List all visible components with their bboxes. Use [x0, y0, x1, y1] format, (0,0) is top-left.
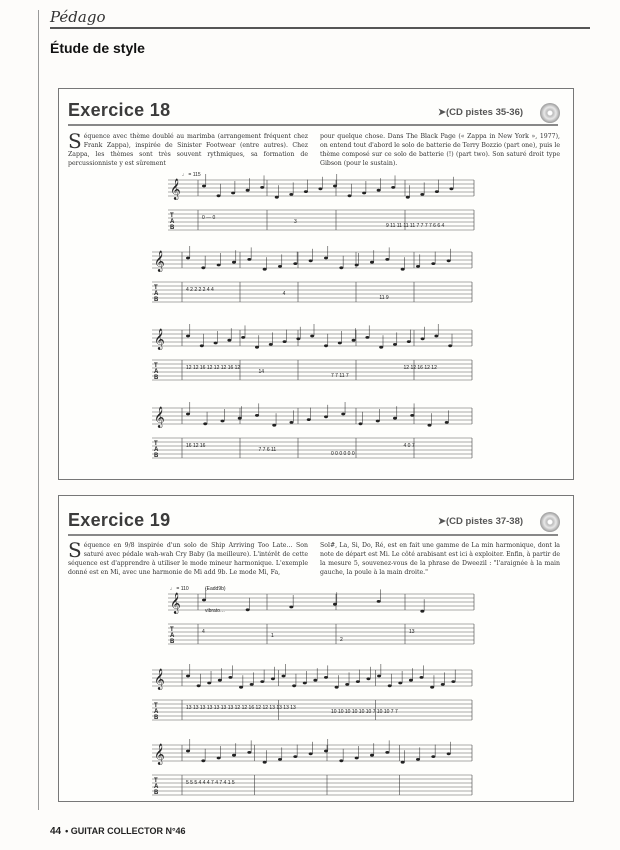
tab-clef-letter: A [170, 219, 175, 225]
note-head [197, 684, 201, 687]
note-head [186, 257, 190, 260]
note-head [217, 194, 221, 197]
note-head [255, 346, 259, 349]
fret-numbers: 4 0 7 [403, 443, 415, 449]
note-head [309, 752, 313, 755]
note-head [202, 599, 206, 602]
note-head [217, 757, 221, 760]
tab-clef-letter: B [154, 453, 159, 459]
note-head [203, 422, 207, 425]
tab-clef-letter: T [154, 441, 158, 447]
note-head [398, 682, 402, 685]
note-head [406, 196, 410, 199]
tab-clef-letter: B [154, 375, 159, 381]
tab-clef-letter: T [170, 213, 174, 219]
tab-clef-letter: A [170, 633, 175, 639]
note-head [324, 257, 328, 260]
note-head [339, 759, 343, 762]
note-head [207, 682, 211, 685]
note-head [260, 186, 264, 189]
exercise-18-col1-body: équence avec thème doublé au marimba (arrangement fréquent chez Frank Zappa), inspirée de Sinister Footwear (entre autres). Chez Zappa, les thèmes sont très souvent rythmiques, sa formation de percussionniste y est sûrement [68, 133, 308, 167]
treble-clef: 𝄞 [154, 407, 165, 428]
note-head [401, 761, 405, 764]
treble-clef: 𝄞 [154, 744, 165, 765]
note-head [232, 261, 236, 264]
note-head [388, 684, 392, 687]
note-head [239, 686, 243, 689]
note-head [391, 186, 395, 189]
vibrato-mark: vibrato… [205, 608, 226, 614]
tab-clef-letter: A [154, 447, 159, 453]
note-head [448, 344, 452, 347]
note-head [355, 757, 359, 760]
note-head [449, 187, 453, 190]
note-head [385, 751, 389, 754]
note-head [420, 193, 424, 196]
note-head [324, 415, 328, 418]
section-title: Étude de style [50, 40, 145, 56]
fret-numbers: 12 12 16 12 12 [403, 365, 437, 371]
note-head [385, 258, 389, 261]
note-head [289, 193, 293, 196]
note-head [441, 683, 445, 686]
exercise-19-col1-body: équence en 9/8 inspirée d'un solo de Ship Arriving Too Late… Son saturé avec pédale wah-wah Cry Baby (la meilleure). L'intérêt de cette séquence est d'apprendre à utiliser le mode mineur harmonique. L'exemple donné est en Mi, avec une harmonie de Mi add 9b. Le mode Mi, Fa, [68, 542, 308, 576]
note-head [370, 261, 374, 264]
note-head [217, 264, 221, 267]
tempo-mark: ♩ = 110 [170, 586, 189, 592]
note-head [214, 342, 218, 345]
fret-numbers: 7 7 11 7 [331, 373, 349, 379]
note-head [324, 344, 328, 347]
note-head [218, 679, 222, 682]
note-head [275, 196, 279, 199]
note-head [255, 414, 259, 417]
exercise-18-cd-text: CD pistes 35-36 [449, 107, 520, 118]
page-footer [50, 826, 186, 837]
note-head [333, 185, 337, 188]
note-head [200, 344, 204, 347]
tab-clef-letter: A [154, 784, 159, 790]
note-head [201, 266, 205, 269]
fret-numbers: 13 13 13 13 13 13 13 12 12 16 12 12 13 13 13 13 [186, 705, 296, 711]
note-head [356, 680, 360, 683]
note-head [416, 758, 420, 761]
note-head [283, 340, 287, 343]
note-head [296, 337, 300, 340]
tab-clef-letter: T [170, 627, 174, 633]
exercise-19-cd-text: CD pistes 37-38 [449, 516, 520, 527]
note-head [278, 265, 282, 268]
rubric-title: Pédago [50, 8, 106, 26]
note-head [420, 610, 424, 613]
note-head [202, 185, 206, 188]
note-head [263, 761, 267, 764]
note-head [365, 336, 369, 339]
note-head [335, 686, 339, 689]
note-head [359, 422, 363, 425]
note-head [307, 418, 311, 421]
fret-numbers: 5 5 5 4 4 4 7 4 7 4 1 5 [186, 780, 235, 786]
treble-clef: 𝄞 [170, 179, 181, 200]
note-head [377, 675, 381, 678]
note-head [201, 759, 205, 762]
exercise-19-cd-label: ➤(CD pistes 37-38) [438, 516, 524, 527]
note-head [370, 754, 374, 757]
note-head [366, 677, 370, 680]
treble-clef: 𝄞 [154, 669, 165, 690]
fret-numbers: 4 [282, 291, 286, 297]
note-head [377, 189, 381, 192]
note-head [407, 340, 411, 343]
note-head [338, 342, 342, 345]
note-head [445, 421, 449, 424]
note-head [355, 264, 359, 267]
fret-numbers: 4 2 2 2 2 4 4 [186, 287, 214, 293]
tab-clef-letter: A [154, 291, 159, 297]
note-head [401, 268, 405, 271]
treble-clef: 𝄞 [154, 329, 165, 350]
fret-numbers: 12 12 16 12 12 12 16 12 [186, 365, 241, 371]
magazine-name: • GUITAR COLLECTOR N°46 [65, 826, 186, 836]
fret-numbers: 1 [271, 633, 274, 639]
fret-numbers: 0 — 0 [202, 215, 216, 221]
note-head [362, 192, 366, 195]
note-head [430, 686, 434, 689]
exercise-19-title: Exercice 19 [68, 510, 171, 530]
note-head [246, 189, 250, 192]
fret-numbers: 10 10 10 10 10 10 7 10 10 7 7 [331, 709, 398, 715]
note-head [232, 754, 236, 757]
note-head [447, 752, 451, 755]
note-head [431, 755, 435, 758]
note-head [292, 684, 296, 687]
fret-numbers: 4 [202, 629, 205, 635]
fret-numbers: 7 7 6 11 [258, 447, 277, 453]
note-head [231, 192, 235, 195]
treble-clef: 𝄞 [154, 251, 165, 272]
note-head [339, 266, 343, 269]
note-head [293, 262, 297, 265]
note-head [324, 676, 328, 679]
page-number: 44 [50, 826, 62, 837]
tab-clef-letter: T [154, 703, 158, 709]
fret-numbers: 3 [294, 219, 297, 225]
fret-numbers: 0 0 0 0 0 0 [331, 451, 355, 457]
note-head [304, 190, 308, 193]
note-head [221, 420, 225, 423]
exercise-18-cd-label: ➤(CD pistes 35-36) [438, 107, 524, 118]
tab-clef-letter: B [170, 639, 175, 645]
chord-symbol: (Eadd9b) [205, 586, 226, 592]
tab-clef-letter: B [154, 297, 159, 303]
tab-clef-letter: B [170, 225, 175, 231]
note-head [428, 424, 432, 427]
note-head [289, 606, 293, 609]
note-head [324, 750, 328, 753]
note-head [416, 265, 420, 268]
fret-numbers: 2 [340, 637, 343, 643]
note-head [451, 680, 455, 683]
note-head [228, 676, 232, 679]
note-head [269, 343, 273, 346]
note-head [348, 194, 352, 197]
note-head [260, 680, 264, 683]
note-head [246, 608, 250, 611]
note-head [434, 335, 438, 338]
note-head [272, 424, 276, 427]
tab-clef-letter: B [154, 715, 159, 721]
note-head [393, 417, 397, 420]
note-head [271, 677, 275, 680]
dropcap: S [68, 129, 82, 153]
note-head [447, 259, 451, 262]
note-head [186, 413, 190, 416]
note-head [293, 755, 297, 758]
tab-clef-letter: A [154, 369, 159, 375]
note-head [410, 414, 414, 417]
note-head [282, 675, 286, 678]
note-head [186, 675, 190, 678]
note-head [247, 751, 251, 754]
note-head [352, 339, 356, 342]
fret-numbers: 11 9 [379, 295, 389, 301]
note-head [250, 683, 254, 686]
exercise-19-col2-body: Sol#, La, Si, Do, Ré, est en fait une gamme de La min harmonique, dont la note de départ est Mi. Le côté arabisant est ici à exploiter. Enfin, à partir de la mesure 5, souvenez-vous de la phrase de Dweezil : "l'araignée à la main gauche, la poule à la main droite." [320, 542, 560, 576]
note-head [247, 258, 251, 261]
tab-clef-letter: B [154, 790, 159, 796]
note-head [376, 420, 380, 423]
note-head [313, 679, 317, 682]
fret-numbers: 9 11 11 11 11 7 7 7 7 6 6 4 [386, 223, 445, 229]
note-head [409, 679, 413, 682]
tab-clef-letter: T [154, 778, 158, 784]
treble-clef: 𝄞 [170, 593, 181, 614]
fret-numbers: 13 [409, 629, 415, 635]
note-head [186, 750, 190, 753]
fret-numbers: 16 12 16 [186, 443, 206, 449]
note-head [290, 421, 294, 424]
note-head [238, 417, 242, 420]
note-head [303, 682, 307, 685]
tempo-mark: ♩ = 115 [182, 172, 201, 178]
tab-clef-letter: A [154, 709, 159, 715]
note-head [227, 339, 231, 342]
note-head [186, 335, 190, 338]
note-head [318, 187, 322, 190]
note-head [341, 413, 345, 416]
note-head [345, 683, 349, 686]
note-head [309, 259, 313, 262]
tab-clef-letter: T [154, 285, 158, 291]
exercise-18-col2-body: pour quelque chose. Dans The Black Page (« Zappa in New York », 1977), on entend tout d'abord le solo de batterie de Terry Bozzio (part one), puis le thème composé sur ce solo de batterie (!) (part two). Son saturé droit type Gibson (pour le sustain). [320, 133, 560, 167]
note-head [421, 337, 425, 340]
tab-clef-letter: T [154, 363, 158, 369]
note-head [263, 268, 267, 271]
note-head [310, 335, 314, 338]
exercise-18-title: Exercice 18 [68, 100, 171, 120]
note-head [377, 600, 381, 603]
note-head [393, 343, 397, 346]
note-head [431, 262, 435, 265]
fret-numbers: 14 [258, 369, 265, 375]
note-head [278, 758, 282, 761]
note-head [241, 336, 245, 339]
note-head [379, 346, 383, 349]
note-head [420, 676, 424, 679]
note-head [333, 603, 337, 606]
dropcap: S [68, 538, 82, 562]
note-head [435, 190, 439, 193]
